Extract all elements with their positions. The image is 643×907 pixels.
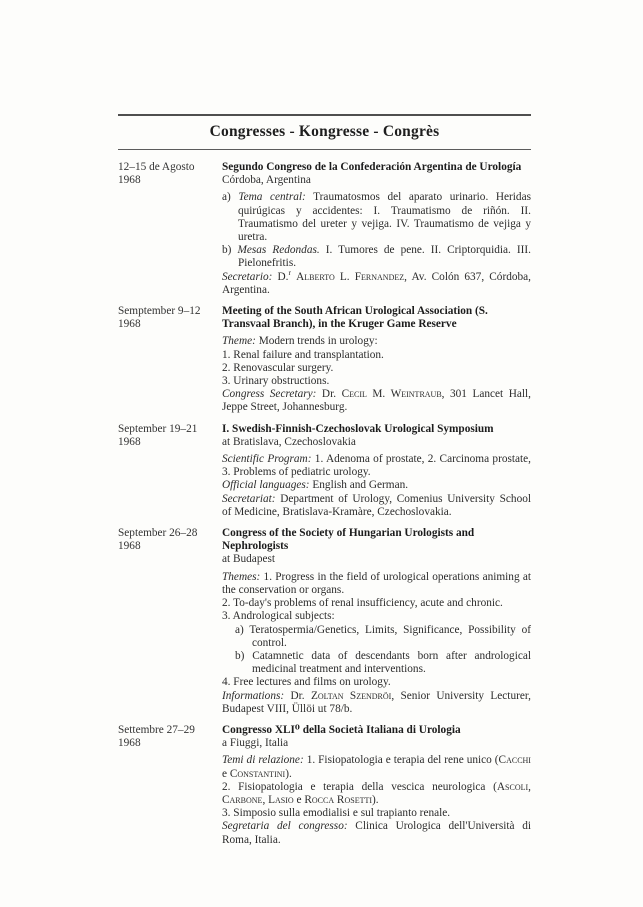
entry-title: Meeting of the South African Urological Association (S. Transvaal Branch), in the Kruger Game Reserve bbox=[222, 305, 488, 331]
entry-date bbox=[118, 305, 222, 415]
entry-paragraph bbox=[222, 754, 531, 780]
label-run: Congress Secretary: bbox=[222, 388, 317, 401]
congress-entry bbox=[118, 161, 531, 297]
text-run: 2. Fisiopatologia e terapia della vescica neurologica ( bbox=[222, 780, 497, 793]
entry-location: at Bratislava, Czechoslovakia bbox=[222, 435, 356, 448]
entry-paragraph bbox=[222, 820, 531, 846]
congress-entry bbox=[118, 724, 531, 847]
congress-entries bbox=[118, 161, 531, 847]
entry-location: at Budapest bbox=[222, 553, 276, 566]
entry-content bbox=[222, 423, 531, 519]
text-run: 2. To-day's problems of renal insufficiency, acute and chronic. bbox=[222, 597, 503, 610]
entry-date-line: Semptember 9–12 bbox=[118, 305, 201, 318]
congress-entry bbox=[118, 305, 531, 415]
entry-paragraph bbox=[222, 807, 531, 820]
label-run: Themes: bbox=[222, 570, 261, 583]
text-run: 2. Renovascular surgery. bbox=[222, 361, 334, 374]
name-run: Constantini bbox=[229, 767, 286, 780]
text-run: b) bbox=[222, 244, 238, 257]
entry-paragraph bbox=[222, 781, 531, 807]
entry-date bbox=[118, 724, 222, 847]
text-run: 1. Adenoma of prostate, 2. Carcinoma prostate, 3. Problems of pediatric urology. bbox=[222, 453, 531, 479]
entry-details bbox=[222, 453, 531, 519]
entry-details bbox=[222, 571, 531, 716]
text-run: a) bbox=[222, 191, 239, 204]
entry-date-line: 1968 bbox=[118, 174, 141, 187]
label-run: Theme: bbox=[222, 335, 256, 348]
text-run: Department of Urology, Comenius University School of Medicine, Bratislava-Kramàre, Czechoslovakia. bbox=[222, 492, 531, 518]
text-run: 1. Renal failure and transplantation. bbox=[222, 348, 384, 361]
entry-date bbox=[118, 527, 222, 716]
entry-content bbox=[222, 527, 531, 716]
entry-paragraph bbox=[235, 650, 531, 676]
text-run: ). bbox=[285, 767, 292, 780]
label-run: Secretario: bbox=[222, 270, 273, 283]
entry-paragraph bbox=[222, 375, 531, 388]
entry-paragraph bbox=[222, 690, 531, 716]
label-run: Secretariat: bbox=[222, 492, 276, 505]
entry-paragraph bbox=[222, 610, 531, 623]
entry-paragraph bbox=[222, 335, 531, 348]
text-run: 1. Progress in the field of urological operations animing at the conservation or organs. bbox=[222, 570, 531, 596]
entry-title: Segundo Congreso de la Confederación Argentina de Urología bbox=[222, 161, 522, 173]
entry-date-line: Settembre 27–29 bbox=[118, 723, 195, 736]
entry-content bbox=[222, 305, 531, 415]
name-run: Zoltan Szendröi bbox=[310, 689, 392, 702]
label-run: Tema central: bbox=[238, 191, 306, 204]
text-run: 4. Free lectures and films on urology. bbox=[222, 676, 391, 689]
entry-paragraph bbox=[222, 362, 531, 375]
text-run: a) Teratospermia/Genetics, Limits, Significance, Possibility of control. bbox=[235, 623, 531, 649]
label-run: Segretaria del congresso: bbox=[222, 820, 348, 833]
entry-date-line: 12–15 de Agosto bbox=[118, 161, 195, 173]
entry-location: a Fiuggi, Italia bbox=[222, 737, 289, 750]
text-run: I. Tumores de pene. II. Criptorquidia. III. Pielonefritis. bbox=[238, 244, 531, 270]
entry-details bbox=[222, 191, 531, 297]
entry-date-line: 1968 bbox=[118, 737, 141, 750]
entry-paragraph bbox=[222, 597, 531, 610]
label-run: Informations: bbox=[222, 689, 285, 702]
entry-paragraph bbox=[222, 453, 531, 479]
text-run: ). bbox=[372, 793, 379, 806]
text-run: e bbox=[222, 767, 230, 780]
entry-date-line: September 26–28 bbox=[118, 527, 198, 540]
name-run: Ascoli bbox=[496, 780, 529, 793]
header-rule-bottom bbox=[118, 149, 531, 150]
superscript-run: r bbox=[288, 267, 292, 277]
entry-paragraph bbox=[222, 244, 531, 270]
text-run: Traumatosmos del aparato urinario. Heridas quirúgicas y accidentes: I. Traumatismo de riñón. II. Traumatismo del ureter y vejiga. IV. Traumatismo de vejiga y uretra. bbox=[238, 191, 531, 244]
text-run: 1. Fisiopatologia e terapia del rene unico ( bbox=[303, 754, 499, 767]
entry-date bbox=[118, 423, 222, 519]
text-run: 3. Urinary obstructions. bbox=[222, 375, 330, 388]
document-page bbox=[118, 114, 531, 855]
text-run: , 301 Lancet Hall, Jeppe Street, Johannesburg. bbox=[222, 388, 531, 414]
entry-paragraph bbox=[222, 388, 531, 414]
entry-details bbox=[222, 754, 531, 846]
entry-title: Congress of the Society of Hungarian Urologists and Nephrologists bbox=[222, 527, 475, 553]
entry-location: Córdoba, Argentina bbox=[222, 174, 311, 187]
entry-content bbox=[222, 724, 531, 847]
name-run: Alberto L. Fernandez bbox=[296, 270, 405, 283]
text-run: 3. Andrological subjects: bbox=[222, 610, 335, 623]
entry-paragraph bbox=[222, 571, 531, 597]
text-run: 3. Simposio sulla emodialisi e sul trapianto renale. bbox=[222, 807, 451, 820]
text-run: English and German. bbox=[309, 479, 409, 492]
text-run: Dr. bbox=[284, 689, 311, 702]
label-run: Temi di relazione: bbox=[222, 754, 304, 767]
entry-paragraph bbox=[222, 493, 531, 519]
name-run: Lasio bbox=[268, 793, 294, 806]
entry-date-line: 1968 bbox=[118, 435, 141, 448]
entry-paragraph bbox=[235, 624, 531, 650]
entry-paragraph bbox=[222, 676, 531, 689]
text-run: , Av. Colón 637, Córdoba, Argentina. bbox=[222, 270, 531, 296]
name-run: Cecil M. Weintraub bbox=[341, 388, 442, 401]
text-run: Modern trends in urology: bbox=[255, 335, 378, 348]
text-run: Dr. bbox=[316, 388, 342, 401]
name-run: Carbone bbox=[222, 793, 263, 806]
name-run: Cacchi bbox=[498, 754, 531, 767]
label-run: Scientific Program: bbox=[222, 453, 312, 466]
entry-date-line: 1968 bbox=[118, 318, 141, 331]
name-run: Rocca Rosetti bbox=[304, 793, 373, 806]
entry-date-line: September 19–21 bbox=[118, 422, 198, 435]
entry-title: Congresso XLI⁰ della Società Italiana di Urologia bbox=[222, 723, 461, 736]
label-run: Mesas Redondas. bbox=[237, 244, 320, 257]
text-run: , Senior University Lecturer, Budapest VIII, Üllöi ut 78/b. bbox=[222, 689, 531, 715]
congress-entry bbox=[118, 423, 531, 519]
text-run: , bbox=[528, 780, 531, 793]
entry-paragraph bbox=[222, 267, 531, 297]
entry-title: I. Swedish-Finnish-Czechoslovak Urological Symposium bbox=[222, 422, 494, 435]
entry-date-line: 1968 bbox=[118, 540, 141, 553]
entry-paragraph bbox=[222, 349, 531, 362]
text-run: D. bbox=[272, 270, 289, 283]
text-run: Clinica Urologica dell'Università di Roma, Italia. bbox=[222, 820, 531, 846]
entry-paragraph bbox=[222, 479, 531, 492]
entry-content bbox=[222, 161, 531, 297]
text-run: e bbox=[293, 793, 305, 806]
page-title: Congresses - Kongresse - Congrès bbox=[209, 123, 440, 140]
entry-details bbox=[222, 335, 531, 414]
entry-paragraph bbox=[222, 191, 531, 244]
entry-date bbox=[118, 161, 222, 297]
text-run: , bbox=[262, 793, 269, 806]
congress-entry bbox=[118, 527, 531, 716]
label-run: Official languages: bbox=[222, 479, 310, 492]
text-run: b) Catamnetic data of descendants born after andrological medicinal treatment and interventions. bbox=[235, 649, 531, 676]
